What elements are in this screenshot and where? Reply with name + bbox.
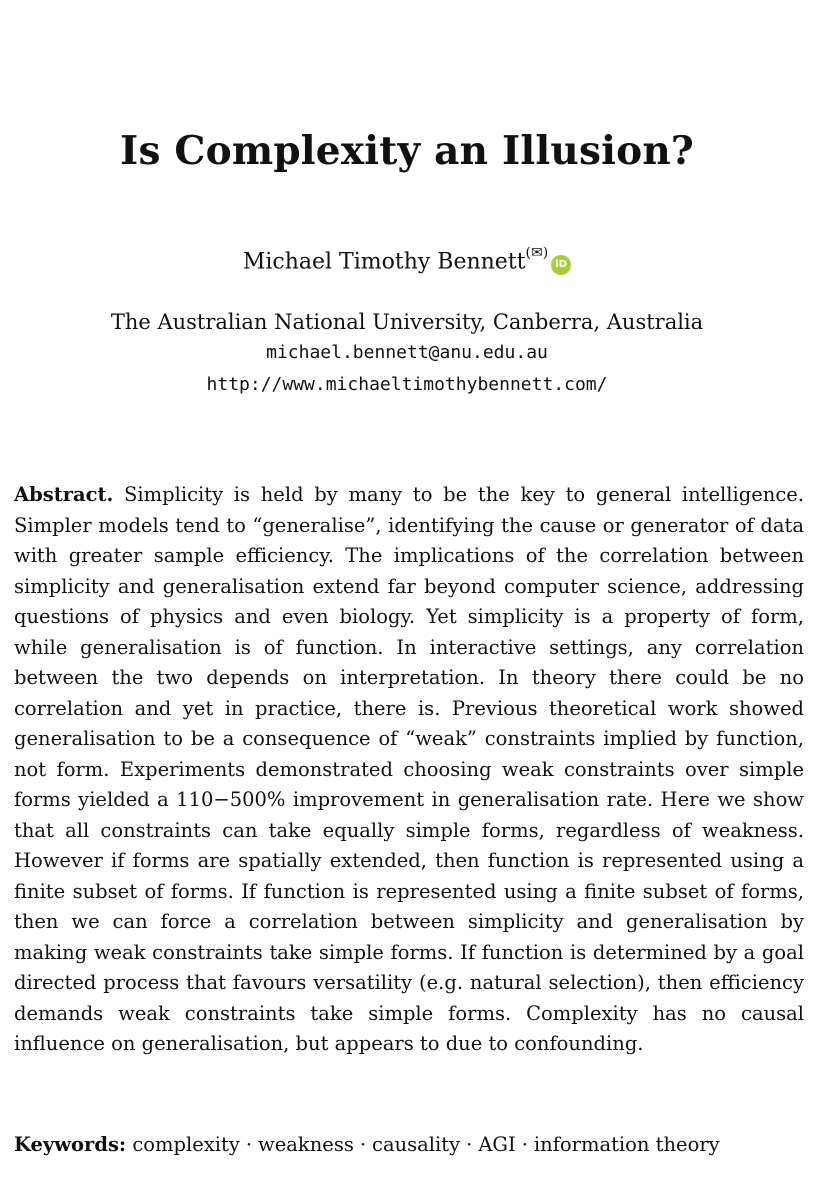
keyword-item: AGI [478,1133,516,1156]
keywords [14,1130,804,1160]
author-line [0,245,814,275]
keyword-separator: · [245,1133,253,1156]
keyword-separator: · [359,1133,367,1156]
orcid-icon[interactable]: iD [551,255,571,275]
keyword-separator: · [521,1133,528,1156]
abstract [14,480,804,1060]
keyword-item: weakness [258,1133,354,1156]
paper-title: Is Complexity an Illusion? [120,128,694,174]
keywords-label: Keywords: [14,1133,127,1156]
author-email[interactable]: michael.bennett@anu.edu.au [266,342,548,363]
corresponding-author-mark: (✉) [525,245,549,261]
abstract-text: Simplicity is held by many to be the key to general intelligence. Simpler models tend to “generalise”, identifying the cause or generator of data with greater sample efficiency. The implications of the correlation between simplicity and generalisation extend far beyond computer science, addressing questions of physics and even biology. Yet simplicity is a property of form, while generalisation is of function. In interactive settings, any correlation between the two depends on interpretation. In theory there could be no correlation and yet in practice, there is. Previous theoretical work showed generalisation to be a consequence of “weak” constraints implied by function, not form. Experiments demonstrated choosing weak constraints over simple forms yielded a 110−500% improvement in generalisation rate. Here we show that all constraints can take equally simple forms, regardless of weakness. However if forms are spatially extended, then function is represented using a finite subset of forms. If function is represented using a finite subset of forms, then we can force a correlation between simplicity and generalisation by making weak constraints take simple forms. If function is determined by a goal directed process that favours versatility (e.g. natural selection), then efficiency demands weak constraints take simple forms. Complexity has no causal influence on generalisation, but appears to due to confounding. [14,483,805,1055]
author-name: Michael Timothy Bennett [242,249,526,275]
keyword-item: causality [372,1133,461,1156]
abstract-label: Abstract. [14,483,114,506]
keyword-item: complexity [132,1133,240,1156]
keyword-separator: · [466,1133,473,1156]
affiliation: The Australian National University, Canberra, Australia [110,310,704,334]
keyword-item: information theory [533,1133,720,1156]
author-website[interactable]: http://www.michaeltimothybennett.com/ [206,374,608,395]
